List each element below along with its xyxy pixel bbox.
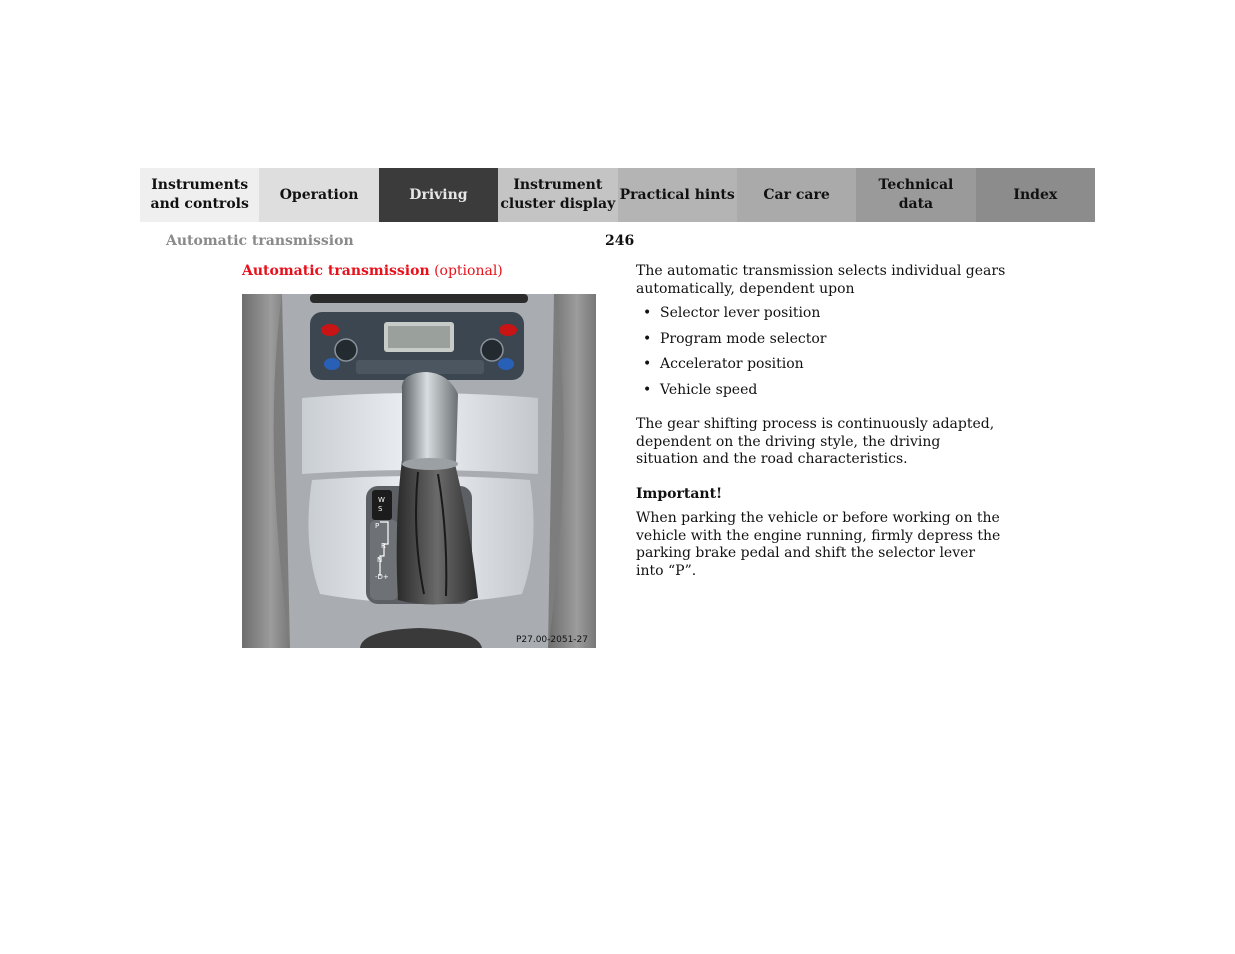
gate-label-p: P	[375, 522, 380, 530]
gate-label-r: R	[381, 542, 386, 550]
tab-instruments-and-controls[interactable]: Instruments and controls	[140, 168, 259, 222]
list-item: • Accelerator position	[636, 356, 1006, 374]
heading-suffix: (optional)	[434, 263, 503, 279]
tab-index[interactable]: Index	[976, 168, 1095, 222]
page-number: 246	[605, 233, 635, 249]
tab-technical-data[interactable]: Technical data	[856, 168, 975, 222]
body-text	[636, 263, 1006, 580]
selector-lever-illustration	[242, 294, 596, 648]
gate-label-s: S	[378, 505, 383, 513]
tab-car-care[interactable]: Car care	[737, 168, 856, 222]
gate-label-w: W	[378, 496, 385, 504]
center-console-drawing	[242, 294, 596, 648]
dependency-list	[636, 305, 1006, 399]
tab-operation[interactable]: Operation	[259, 168, 378, 222]
gate-label-d: -D+	[375, 573, 389, 581]
intro-paragraph: The automatic transmission selects individual gears automatically, dependent upon	[636, 263, 1006, 297]
important-heading: Important!	[636, 485, 723, 502]
page-heading	[242, 263, 503, 279]
heading-title: Automatic transmission	[242, 263, 430, 279]
gate-label-n: N	[377, 556, 383, 564]
list-item: • Program mode selector	[636, 331, 1006, 349]
shifting-paragraph: The gear shifting process is continuously adapted, dependent on the driving style, the driving situation and the road characteristics.	[636, 416, 995, 467]
list-item: • Vehicle speed	[636, 382, 1006, 400]
tab-driving[interactable]: Driving	[379, 168, 498, 222]
figure-code: P27.00-2051-27	[515, 635, 588, 645]
section-title: Automatic transmission	[166, 233, 354, 249]
chapter-nav	[140, 168, 1095, 222]
tab-practical-hints[interactable]: Practical hints	[618, 168, 737, 222]
important-paragraph: When parking the vehicle or before working on the vehicle with the engine running, firmly depress the parking brake pedal and shift the selector lever into “P”.	[636, 510, 1001, 579]
list-item: • Selector lever position	[636, 305, 1006, 323]
tab-instrument-cluster-display[interactable]: Instrument cluster display	[498, 168, 617, 222]
